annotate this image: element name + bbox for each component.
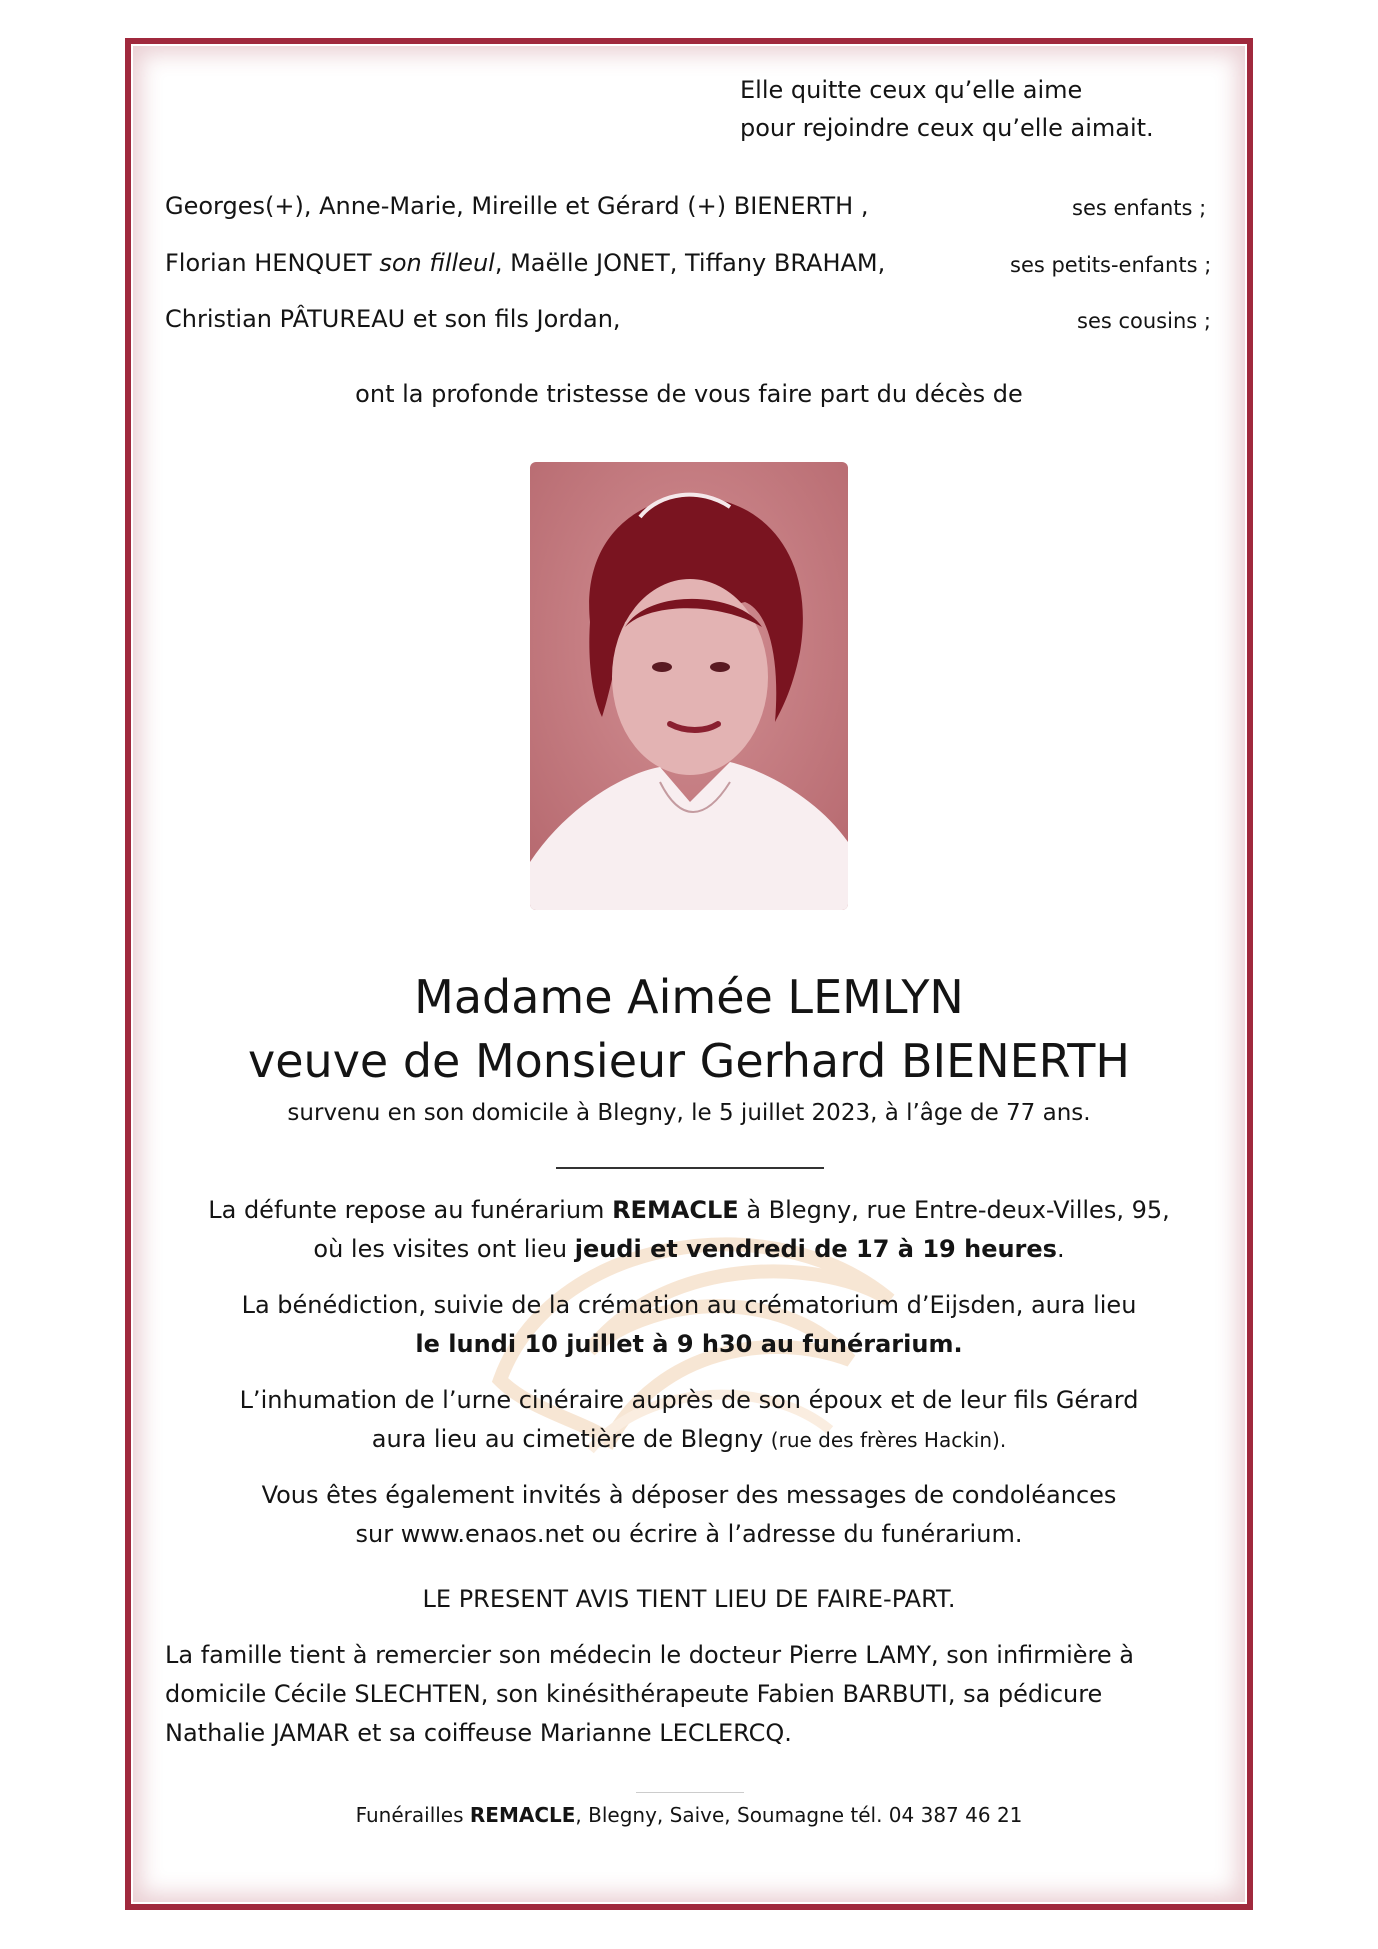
condolences-line-1: Vous êtes également invités à déposer des messages de condoléances (261, 1481, 1117, 1509)
family-grandchildren-names: Florian HENQUET son filleul, Maëlle JONET, Tiffany BRAHAM, (165, 249, 886, 277)
visitation-line-1: La défunte repose au funérarium REMACLE à Blegny, rue Entre-deux-Villes, 95, (208, 1196, 1170, 1224)
burial-line-2: aura lieu au cimetière de Blegny (rue des frères Hackin). (371, 1425, 1007, 1453)
family-cousins-relation: ses cousins ; (1077, 309, 1211, 333)
section-divider (556, 1167, 824, 1169)
ceremony-line-1: La bénédiction, suivie de la crémation au crématorium d’Eijsden, aura lieu (241, 1291, 1137, 1319)
ceremony-line-2: le lundi 10 juillet à 9 h30 au funérarium. (415, 1330, 963, 1358)
thanks-paragraph: La famille tient à remercier son médecin le docteur Pierre LAMY, son infirmière à domicile Cécile SLECHTEN, son kinésithérapeute Fabien BARBUTI, sa pédicure Nathalie JAMAR et sa coiffeuse Marianne LECLERCQ. (165, 1641, 1134, 1747)
notice-text: LE PRESENT AVIS TIENT LIEU DE FAIRE-PART. (422, 1585, 956, 1613)
footer-divider (636, 1792, 744, 1793)
family-cousins-names: Christian PÂTUREAU et son fils Jordan, (165, 305, 621, 333)
deceased-spouse: veuve de Monsieur Gerhard BIENERTH (248, 1034, 1130, 1088)
family-children-relation: ses enfants ; (1072, 196, 1207, 220)
burial-line-1: L’inhumation de l’urne cinéraire auprès de son époux et de leur fils Gérard (239, 1386, 1139, 1414)
family-grandchildren-relation: ses petits-enfants ; (1010, 253, 1212, 277)
announcement-intro: ont la profonde tristesse de vous faire part du décès de (355, 380, 1023, 408)
portrait-photo (530, 462, 848, 910)
family-children-names: Georges(+), Anne-Marie, Mireille et Gérard (+) BIENERTH , (165, 192, 869, 220)
footer-text: Funérailles REMACLE, Blegny, Saive, Soumagne tél. 04 387 46 21 (355, 1803, 1023, 1827)
quote-line-1: Elle quitte ceux qu’elle aime (740, 76, 1083, 104)
condolences-line-2: sur www.enaos.net ou écrire à l’adresse du funérarium. (355, 1520, 1023, 1548)
deceased-details: survenu en son domicile à Blegny, le 5 juillet 2023, à l’âge de 77 ans. (287, 1100, 1091, 1126)
quote-line-2: pour rejoindre ceux qu’elle aimait. (740, 114, 1154, 142)
visitation-line-2: où les visites ont lieu jeudi et vendredi de 17 à 19 heures. (313, 1235, 1065, 1263)
deceased-name: Madame Aimée LEMLYN (414, 970, 964, 1024)
